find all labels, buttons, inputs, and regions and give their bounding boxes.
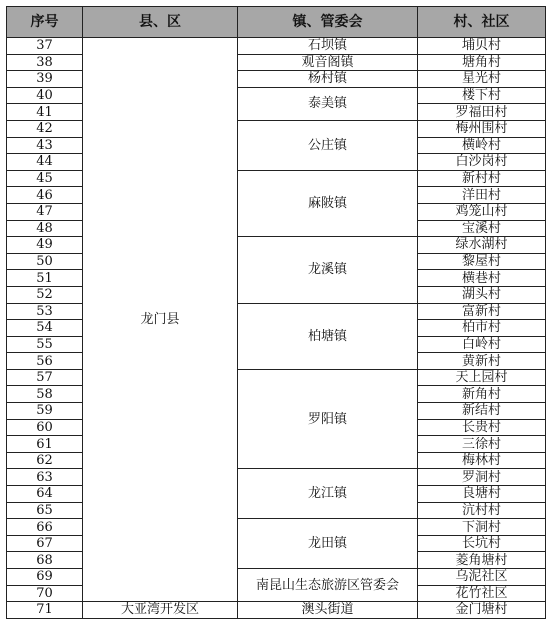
village-cell: 长坑村 [418,535,546,552]
serial-number-cell: 43 [7,137,83,154]
table-row [7,38,546,55]
serial-number-cell: 45 [7,170,83,187]
village-cell: 新角村 [418,386,546,403]
serial-number-cell: 68 [7,552,83,569]
village-cell: 罗福田村 [418,104,546,121]
serial-number-cell: 46 [7,187,83,204]
header-county-district: 县、区 [83,7,238,38]
town-cell: 公庄镇 [238,120,418,170]
village-cell: 下洞村 [418,519,546,536]
village-cell: 塘角村 [418,54,546,71]
town-cell: 柏塘镇 [238,303,418,369]
village-cell: 绿水湖村 [418,237,546,254]
serial-number-cell: 59 [7,403,83,420]
serial-number-cell: 60 [7,419,83,436]
village-cell: 新村村 [418,170,546,187]
serial-number-cell: 61 [7,436,83,453]
town-cell: 罗阳镇 [238,369,418,469]
village-cell: 埔贝村 [418,38,546,55]
village-cell: 湖头村 [418,286,546,303]
serial-number-cell: 48 [7,220,83,237]
serial-number-cell: 63 [7,469,83,486]
header-village-community: 村、社区 [418,7,546,38]
village-cell: 星光村 [418,71,546,88]
village-cell: 三徐村 [418,436,546,453]
serial-number-cell: 69 [7,569,83,586]
village-cell: 梅林村 [418,452,546,469]
town-cell: 观音阁镇 [238,54,418,71]
village-cell: 柏市村 [418,320,546,337]
serial-number-cell: 66 [7,519,83,536]
town-cell: 杨村镇 [238,71,418,88]
serial-number-cell: 47 [7,203,83,220]
village-cell: 花竹社区 [418,585,546,602]
county-cell: 龙门县 [83,38,238,602]
serial-number-cell: 51 [7,270,83,287]
village-cell: 横巷村 [418,270,546,287]
serial-number-cell: 40 [7,87,83,104]
town-cell: 龙溪镇 [238,237,418,303]
serial-number-cell: 70 [7,585,83,602]
village-cell: 白岭村 [418,336,546,353]
village-cell: 良塘村 [418,486,546,503]
serial-number-cell: 58 [7,386,83,403]
village-cell: 黄新村 [418,353,546,370]
village-cell: 金门塘村 [418,602,546,619]
serial-number-cell: 57 [7,369,83,386]
town-cell: 南昆山生态旅游区管委会 [238,569,418,602]
serial-number-cell: 42 [7,120,83,137]
serial-number-cell: 71 [7,602,83,619]
serial-number-cell: 56 [7,353,83,370]
serial-number-cell: 53 [7,303,83,320]
serial-number-cell: 37 [7,38,83,55]
table-row [7,602,546,619]
village-cell: 洋田村 [418,187,546,204]
village-cell: 天上园村 [418,369,546,386]
village-cell: 黎屋村 [418,253,546,270]
serial-number-cell: 44 [7,154,83,171]
town-cell: 麻陂镇 [238,170,418,236]
serial-number-cell: 41 [7,104,83,121]
village-cell: 沆村村 [418,502,546,519]
header-town-committee: 镇、管委会 [238,7,418,38]
serial-number-cell: 64 [7,486,83,503]
serial-number-cell: 49 [7,237,83,254]
village-cell: 梅州围村 [418,120,546,137]
serial-number-cell: 52 [7,286,83,303]
serial-number-cell: 54 [7,320,83,337]
serial-number-cell: 38 [7,54,83,71]
serial-number-cell: 39 [7,71,83,88]
header-serial-number: 序号 [7,7,83,38]
serial-number-cell: 55 [7,336,83,353]
table-body [7,38,546,619]
town-cell: 澳头街道 [238,602,418,619]
village-cell: 宝溪村 [418,220,546,237]
village-cell: 楼下村 [418,87,546,104]
village-cell: 新结村 [418,403,546,420]
serial-number-cell: 67 [7,535,83,552]
town-cell: 龙田镇 [238,519,418,569]
serial-number-cell: 62 [7,452,83,469]
serial-number-cell: 50 [7,253,83,270]
village-cell: 横岭村 [418,137,546,154]
village-cell: 白沙岗村 [418,154,546,171]
town-cell: 泰美镇 [238,87,418,120]
village-cell: 菱角塘村 [418,552,546,569]
header-row [7,7,546,38]
village-cell: 长贵村 [418,419,546,436]
village-cell: 罗洞村 [418,469,546,486]
town-cell: 龙江镇 [238,469,418,519]
village-cell: 鸡笼山村 [418,203,546,220]
county-cell: 大亚湾开发区 [83,602,238,619]
village-cell: 乌泥社区 [418,569,546,586]
village-list-table [6,6,546,619]
town-cell: 石坝镇 [238,38,418,55]
village-cell: 富新村 [418,303,546,320]
serial-number-cell: 65 [7,502,83,519]
